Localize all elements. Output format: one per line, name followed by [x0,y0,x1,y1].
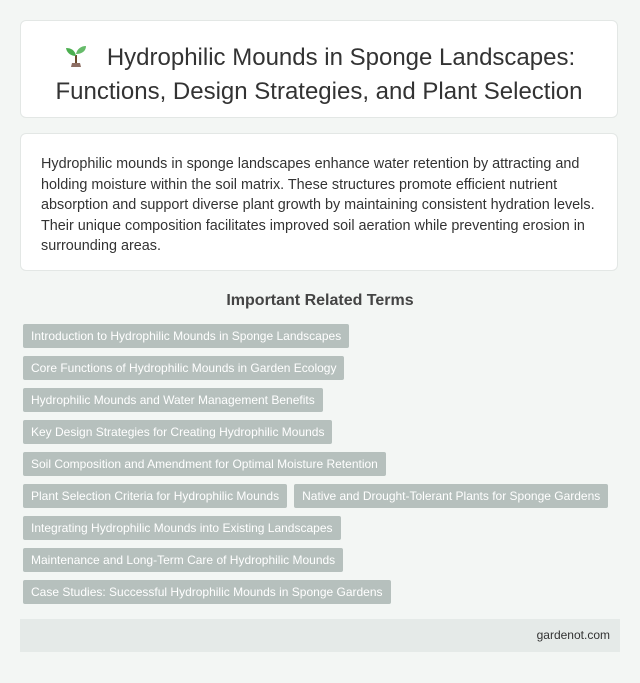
term-tag[interactable]: Core Functions of Hydrophilic Mounds in Garden Ecology [23,356,344,380]
title-card [20,20,618,118]
term-tag[interactable]: Maintenance and Long-Term Care of Hydrophilic Mounds [23,548,343,572]
description-text: Hydrophilic mounds in sponge landscapes enhance water retention by attracting and holding moisture within the soil matrix. These structures promote efficient nutrient absorption and support diverse plant growth by maintaining consistent hydration levels. Their unique composition facilitates improved soil aeration while preventing erosion in surrounding areas. [41,156,595,254]
footer [20,619,620,652]
page-title [21,21,617,107]
term-tag[interactable]: Key Design Strategies for Creating Hydrophilic Mounds [23,420,332,444]
term-tag[interactable]: Plant Selection Criteria for Hydrophilic Mounds [23,484,287,508]
term-tag[interactable]: Soil Composition and Amendment for Optimal Moisture Retention [23,452,386,476]
title-line-2: Functions, Design Strategies, and Plant Selection [55,78,583,105]
related-terms-heading: Important Related Terms [226,292,414,309]
term-tag[interactable]: Introduction to Hydrophilic Mounds in Sponge Landscapes [23,324,349,348]
related-terms-list [23,324,623,612]
term-tag[interactable]: Integrating Hydrophilic Mounds into Existing Landscapes [23,516,341,540]
footer-site[interactable]: gardenot.com [536,628,610,642]
title-line-1: Hydrophilic Mounds in Sponge Landscapes: [106,44,576,71]
seedling-icon [63,43,89,77]
term-tag[interactable]: Hydrophilic Mounds and Water Management Benefits [23,388,323,412]
term-tag[interactable]: Case Studies: Successful Hydrophilic Mounds in Sponge Gardens [23,580,391,604]
term-tag[interactable]: Native and Drought-Tolerant Plants for Sponge Gardens [294,484,608,508]
description-card [20,133,618,271]
